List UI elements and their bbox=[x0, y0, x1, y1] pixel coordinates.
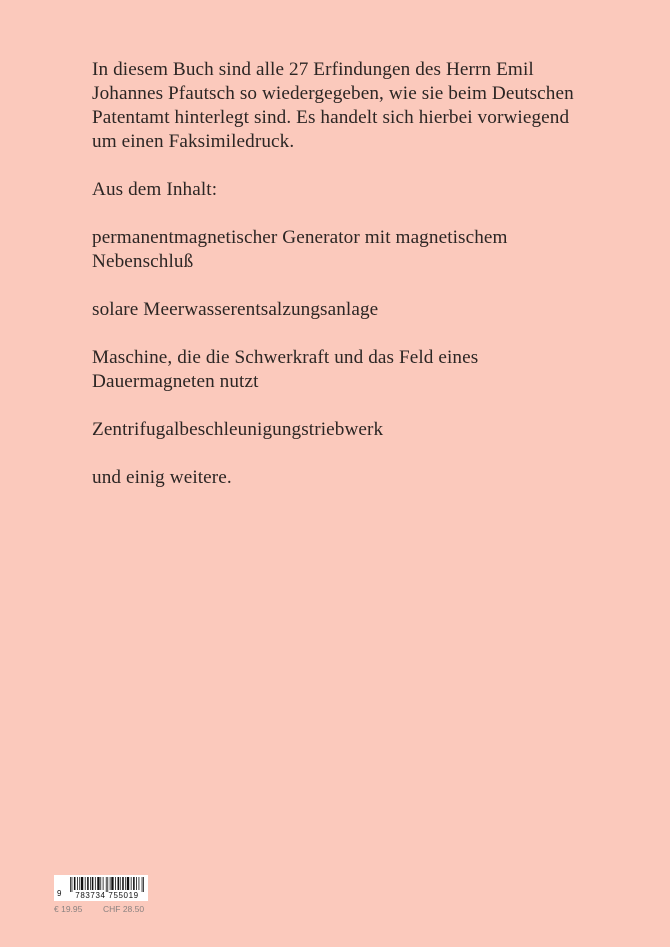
price-chf: CHF 28.50 bbox=[103, 904, 145, 914]
contents-item: Zentrifugalbeschleunigungstriebwerk bbox=[92, 419, 384, 440]
blurb bbox=[92, 58, 592, 514]
contents-item: solare Meerwasserentsalzungsanlage bbox=[92, 299, 379, 320]
intro-paragraph: In diesem Buch sind alle 27 Erfindungen des Herrn Emil Johannes Pfautsch so wiedergegeben, wie sie beim Deutschen Patentamt hinterlegt sind. Es handelt sich hierbei vorwiegend um einen Faksimiledruck. bbox=[92, 59, 574, 152]
contents-item: Maschine, die die Schwerkraft und das Feld eines Dauermagneten nutzt bbox=[92, 347, 479, 392]
contents-heading: Aus dem Inhalt: bbox=[92, 179, 218, 200]
barcode-lead-digit: 9 bbox=[57, 889, 62, 898]
price-eur: € 19.95 bbox=[54, 904, 83, 914]
closing-line: und einig weitere. bbox=[92, 467, 232, 488]
contents-item: permanentmagnetischer Generator mit magnetischem Nebenschluß bbox=[92, 227, 508, 272]
barcode-digits: 783734 755019 bbox=[75, 891, 139, 900]
barcode-bars bbox=[70, 877, 144, 892]
isbn-barcode bbox=[54, 875, 148, 901]
